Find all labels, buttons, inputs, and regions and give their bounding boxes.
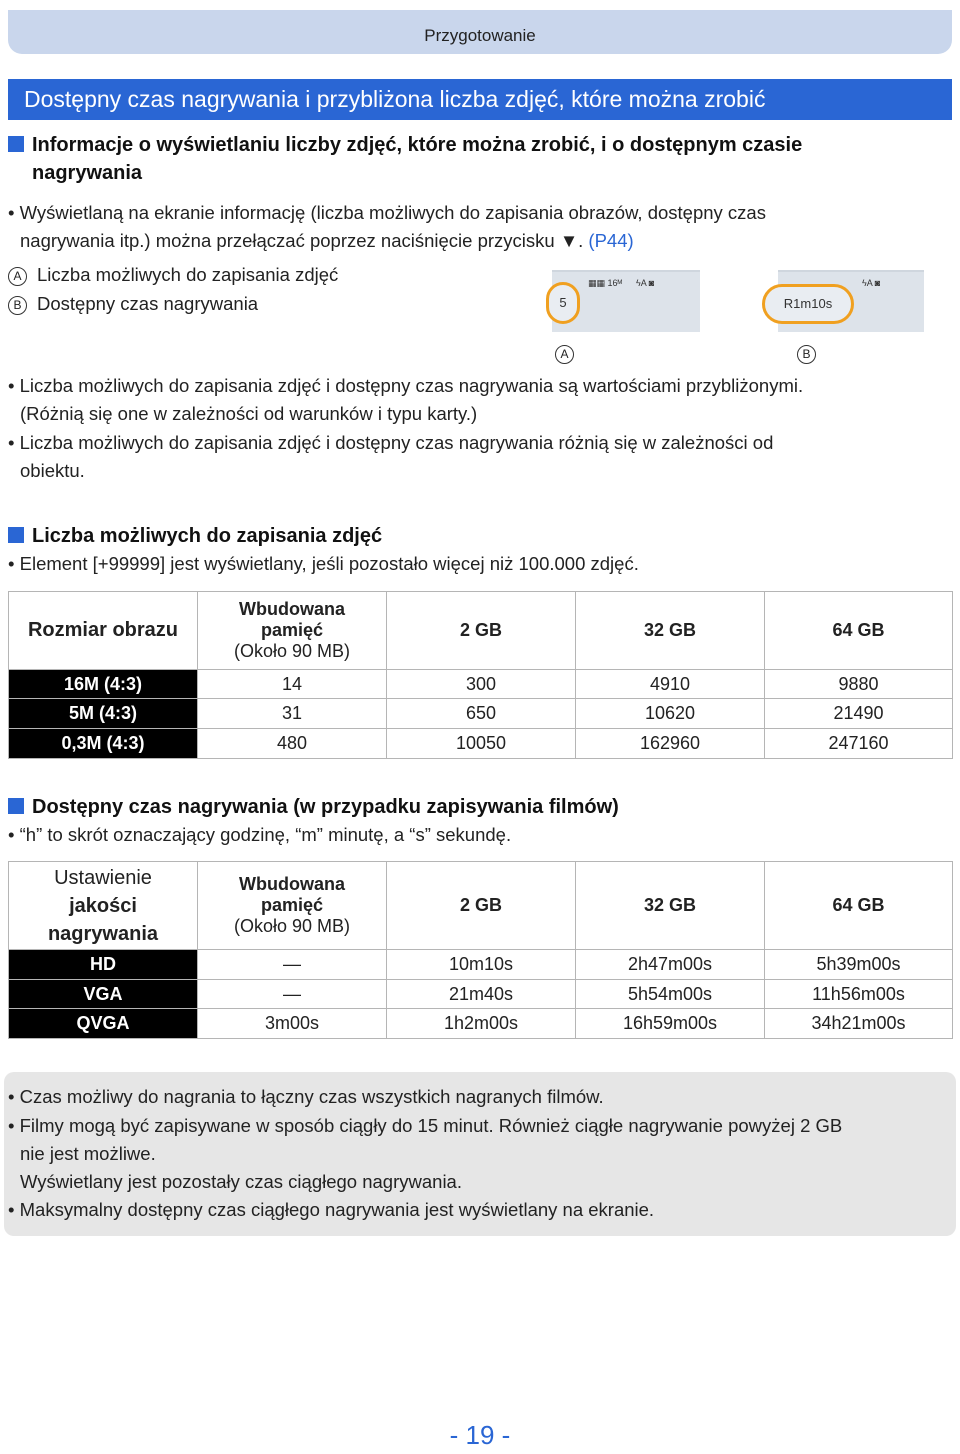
page-link-p44[interactable]: (P44) [588,230,634,251]
col-header-quality: Ustawienie jakości nagrywania [9,862,198,950]
marker-a: A [8,267,27,286]
note-continuous-l1: • Filmy mogą być zapisywane w sposób ciągły do 15 minut. Również ciągłe nagrywanie powyżej 2 GB [8,1115,843,1136]
flash-icon: ϟA ◙ [862,278,881,288]
table-row [9,980,953,1009]
table-cell: 1h2m00s [387,1009,576,1039]
square-bullet-icon [8,798,24,814]
note-total-time: • Czas możliwy do nagrania to łączny czas wszystkich nagranych filmów. [8,1086,604,1107]
table-cell: 21490 [765,699,953,729]
marker-b-callout: B [797,345,816,364]
section-title-shots: Liczba możliwych do zapisania zdjęć [8,525,382,548]
col-header-size: Rozmiar obrazu [9,592,198,670]
legend-b: B Dostępny czas nagrywania [8,293,258,315]
row-label: VGA [9,980,198,1009]
row-label: HD [9,950,198,980]
table-cell: 300 [387,670,576,699]
table-cell: 10050 [387,729,576,759]
table-cell: 14 [198,670,387,699]
col-header-64gb: 64 GB [765,862,953,950]
recording-time-table [8,861,953,1039]
bullet-switch-display-l1: • Wyświetlaną na ekranie informację (liczba możliwych do zapisania obrazów, dostępny czas [8,202,766,223]
bullet-approx-l2: (Różnią się one w zależności od warunków i typu karty.) [20,403,478,424]
table-cell: 31 [198,699,387,729]
bullet-hms: • “h” to skrót oznaczający godzinę, “m” minutę, a “s” sekundę. [8,824,512,845]
table-row [9,950,953,980]
bullet-switch-display-l2: nagrywania itp.) można przełączać poprzez naciśnięcie przycisku ▼. (P44) [20,230,634,251]
col-header-32gb: 32 GB [576,592,765,670]
page-number: - 19 - [449,1420,511,1450]
remaining-time-highlight: R1m10s [762,284,854,324]
marker-b: B [8,296,27,315]
col-header-2gb: 2 GB [387,592,576,670]
table-row [9,1009,953,1039]
note-continuous-l3: Wyświetlany jest pozostały czas ciągłego nagrywania. [20,1171,462,1192]
remaining-shots-highlight: 5 [546,282,580,324]
table-row [9,729,953,759]
table-cell: 34h21m00s [765,1009,953,1039]
table-cell: — [198,950,387,980]
note-continuous-l2: nie jest możliwe. [20,1143,156,1164]
table-row [9,699,953,729]
flash-icon: ϟA ◙ [636,278,655,288]
square-bullet-icon [8,527,24,543]
quality-icon: ▦▦ 16ᴹ [588,278,623,288]
table-cell: 9880 [765,670,953,699]
table-cell: 5h39m00s [765,950,953,980]
table-cell: 2h47m00s [576,950,765,980]
bullet-subject-l1: • Liczba możliwych do zapisania zdjęć i dostępny czas nagrywania różnią się w zależności od [8,432,774,453]
note-max-time: • Maksymalny dostępny czas ciągłego nagrywania jest wyświetlany na ekranie. [8,1199,655,1220]
table-cell: 480 [198,729,387,759]
table-cell: 10620 [576,699,765,729]
table-cell: 5h54m00s [576,980,765,1009]
table-cell: 21m40s [387,980,576,1009]
section-name: Przygotowanie [424,26,536,45]
table-cell: 16h59m00s [576,1009,765,1039]
row-label: 16M (4:3) [9,670,198,699]
table-header-row [9,592,953,670]
page-title: Dostępny czas nagrywania i przybliżona liczba zdjęć, które można zrobić [24,86,766,112]
bullet-approx-l1: • Liczba możliwych do zapisania zdjęć i dostępny czas nagrywania są wartościami przybliżonymi. [8,375,804,396]
bullet-99999: • Element [+99999] jest wyświetlany, jeśli pozostało więcej niż 100.000 zdjęć. [8,553,639,574]
col-header-2gb: 2 GB [387,862,576,950]
col-header-32gb: 32 GB [576,862,765,950]
table-cell: 10m10s [387,950,576,980]
table-row [9,670,953,699]
bullet-subject-l2: obiektu. [20,460,85,481]
marker-a-callout: A [555,345,574,364]
table-cell: 247160 [765,729,953,759]
table-cell: — [198,980,387,1009]
table-header-row [9,862,953,950]
square-bullet-icon [8,136,24,152]
col-header-internal: Wbudowana pamięć (Około 90 MB) [198,592,387,670]
table-cell: 650 [387,699,576,729]
row-label: 5M (4:3) [9,699,198,729]
row-label: 0,3M (4:3) [9,729,198,759]
legend-a: A Liczba możliwych do zapisania zdjęć [8,264,338,286]
table-cell: 4910 [576,670,765,699]
col-header-64gb: 64 GB [765,592,953,670]
section-title-display-info: Informacje o wyświetlaniu liczby zdjęć, które można zrobić, i o dostępnym czasie [8,134,802,157]
title-banner [8,79,952,120]
shots-table [8,591,953,759]
section-title-display-info-cont: nagrywania [32,162,143,184]
table-cell: 162960 [576,729,765,759]
row-label: QVGA [9,1009,198,1039]
page-header [8,10,952,54]
col-header-internal: Wbudowana pamięć (Około 90 MB) [198,862,387,950]
table-cell: 3m00s [198,1009,387,1039]
section-title-recording-time: Dostępny czas nagrywania (w przypadku zapisywania filmów) [8,796,619,819]
table-cell: 11h56m00s [765,980,953,1009]
